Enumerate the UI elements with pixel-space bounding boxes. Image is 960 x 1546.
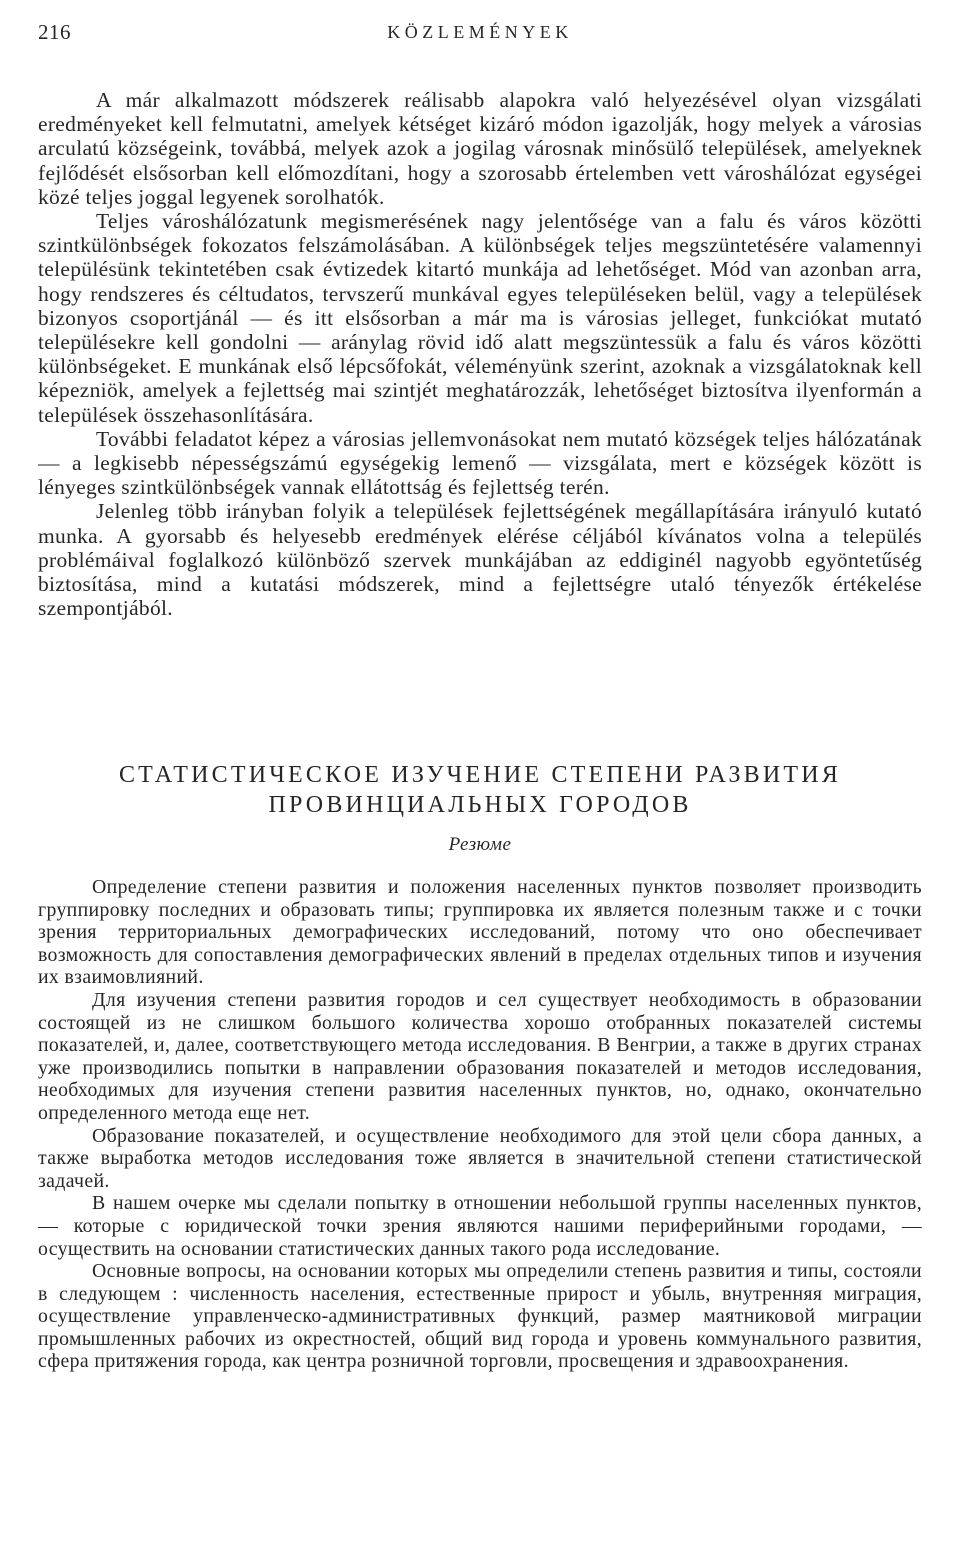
paragraph: Для изучения степени развития городов и сел существует необходимость в образовании состоящей из не слишком большого количества хорошо отобранных показателей системы показателей, и, далее, соответствующего метода исследования. В Венгрии, а также в других странах уже производились попытки в направлении образования показателей и методов исследования, необходимых для изучения степени развития населенных пунктов, но, однако, окончательно определенного метода еще нет.	[38, 988, 922, 1124]
title-line: ПРОВИНЦИАЛЬНЫХ ГОРОДОВ	[268, 792, 692, 818]
paragraph: Teljes városhálózatunk megismerésének nagy jelentősége van a falu és város közötti szintkülönbségek fokozatos felszámolásában. A különbségek teljes megszüntetésére valamennyi településünk tekintetében csak évtizedek kitartó munkája ad lehetőséget. Mód van azonban arra, hogy rendszeres és céltudatos, tervszerű munkával egyes településeken belül, vagy a települések bizonyos csoportjánál — és itt elsősorban a már ma is városias jelleget, funkciókat mutató településekre kell gondolni — aránylag rövid idő alatt megszüntessük a falu és város közötti különbségeket. E munkának első lépcsőfokát, véleményünk szerint, azoknak a vizsgálatoknak kell képezniök, amelyek a fejlettség mai szintjét meghatározzák, lehetőséget biztosítva ilyenformán a települések összehasonlítására.	[38, 209, 922, 427]
paragraph: Определение степени развития и положения населенных пунктов позволяет производить группировку последних и образовать типы; группировка их является полезным также и с точки зрения территориальных демографических исследований, потому что оно обеспечивает возможность для сопоставления демографических явлений в пределах отдельных типов и изучения их взаимовлияний.	[38, 876, 922, 989]
page-number: 216	[38, 20, 71, 44]
russian-body	[38, 876, 922, 1373]
russian-section-subtitle: Резюме	[448, 834, 512, 855]
russian-section-title	[38, 760, 922, 820]
running-head: KÖZLEMÉNYEK	[387, 22, 573, 42]
hungarian-body	[38, 88, 922, 620]
page-header	[38, 14, 922, 50]
title-line: СТАТИСТИЧЕСКОЕ ИЗУЧЕНИЕ СТЕПЕНИ РАЗВИТИЯ	[118, 762, 842, 788]
paragraph: A már alkalmazott módszerek reálisabb alapokra való helyezésével olyan vizsgálati eredményeket kell felmutatni, amelyek kétséget kizáró módon igazolják, hogy melyek a városias arculatú községeink, továbbá, melyek azok a jogilag városnak minősülő települések, amelyeknek fejlődését elsősorban kell előmozdítani, hogy a szorosabb értelemben vett városhálózat egységei közé teljes joggal legyenek sorolhatók.	[38, 88, 922, 209]
paragraph: Основные вопросы, на основании которых мы определили степень развития и типы, состояли в следующем : численность населения, естественные прирост и убыль, внутренняя миграция, осуществление управленческо-административных функций, размер маятниковой миграции промышленных рабочих из окрестностей, общий вид города и уровень коммунального развития, сфера притяжения города, как центра розничной торговли, просвещения и здравоохранения.	[38, 1260, 922, 1373]
paragraph: В нашем очерке мы сделали попытку в отношении небольшой группы населенных пунктов, — которые с юридической точки зрения являются нашими периферийными городами, — осуществить на основании статистических данных такого рода исследование.	[38, 1192, 922, 1260]
paragraph: Jelenleg több irányban folyik a települések fejlettségének megállapítására irányuló kutató munka. A gyorsabb és helyesebb eredmények elérése céljából kívánatos volna a település problémáival foglalkozó különböző szervek munkájában az eddiginél nagyobb egyöntetűség biztosítása, mind a kutatási módszerek, mind a fejlettségre utaló tényezők értékelése szempontjából.	[38, 499, 922, 621]
paragraph: Образование показателей, и осуществление необходимого для этой цели сбора данных, а также выработка методов исследования тоже является в значительной степени статистической задачей.	[38, 1124, 922, 1192]
paragraph: További feladatot képez a városias jellemvonásokat nem mutató községek teljes hálózatának — a legkisebb népességszámú egységekig lemenő — vizsgálata, mert e községek között is lényeges szintkülönbségek vannak ellátottság és fejlettség terén.	[38, 426, 922, 500]
